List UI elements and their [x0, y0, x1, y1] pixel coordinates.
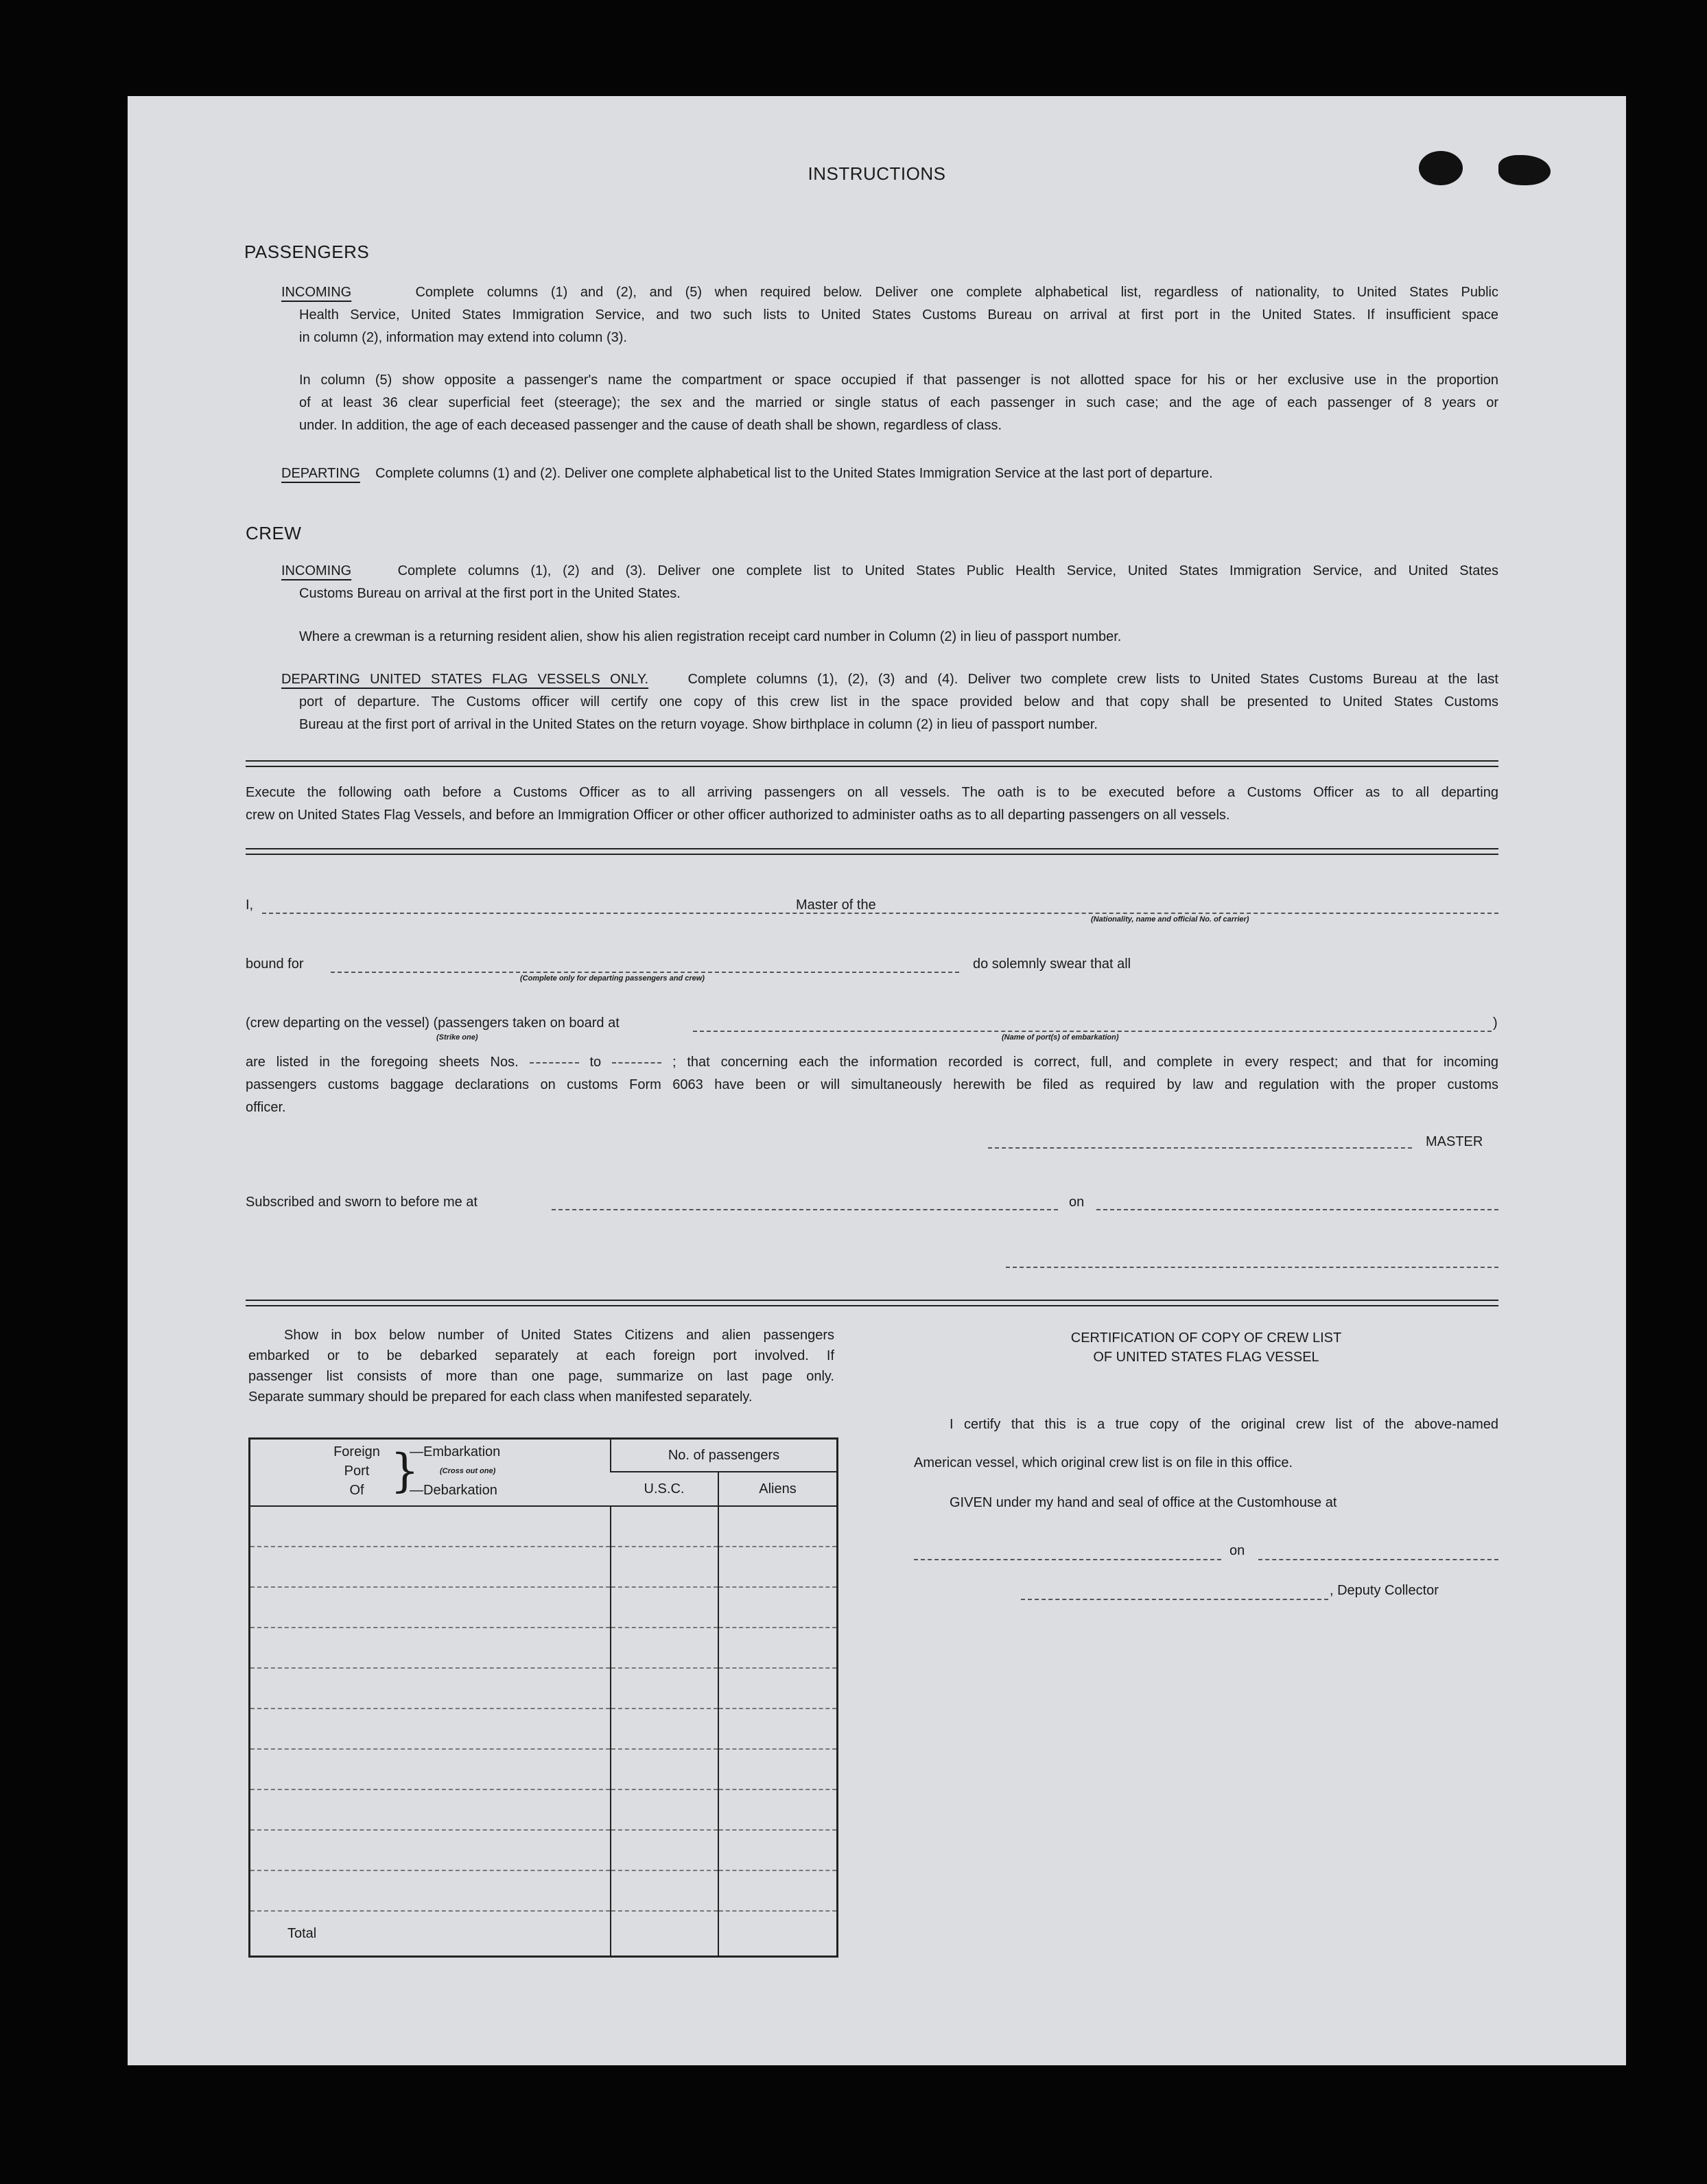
sworn-on-label: on	[1069, 1195, 1085, 1210]
crew-incoming-label: INCOMING	[281, 563, 352, 578]
officer-signature-field[interactable]	[1006, 1267, 1498, 1268]
total-usc-cell[interactable]	[611, 1911, 718, 1957]
double-rule	[246, 848, 1498, 855]
crew-departing-label-text: (crew departing on the vessel) (passengers taken on board at	[246, 1015, 620, 1031]
customhouse-field[interactable]	[914, 1559, 1221, 1560]
crew-departing-line2: port of departure. The Customs officer will certify one copy of this crew list in the space provided below and that copy shall be presented to United States Customs	[299, 694, 1498, 709]
bound-for-field[interactable]	[331, 972, 959, 973]
form-page	[128, 96, 1626, 2065]
subscribed-label: Subscribed and sworn to before me at	[246, 1195, 478, 1210]
cross-out-note: (Cross out one)	[440, 1467, 496, 1475]
passengers-departing-text: Complete columns (1) and (2). Deliver one complete alphabetical list to the United States Immigration Service at the last port of departure.	[375, 466, 1213, 481]
table-row	[250, 1749, 838, 1789]
passenger-summary-table	[248, 1437, 838, 1958]
passengers-incoming-text: Complete columns (1) and (2), and (5) when required below. Deliver one complete alphabetical list, regardless of nationality, to United States Public	[415, 285, 1498, 300]
certification-title-line2: OF UNITED STATES FLAG VESSEL	[1093, 1350, 1319, 1365]
sworn-at-field[interactable]	[552, 1209, 1058, 1210]
listed-line2: passengers customs baggage declarations on customs Form 6063 have been or will simultaneously herewith be filed as required by law and regulation with the proper customs	[246, 1077, 1498, 1092]
deputy-collector-signature-field[interactable]	[1021, 1599, 1328, 1600]
ports-field[interactable]	[693, 1031, 1492, 1032]
carrier-field[interactable]	[903, 913, 1498, 914]
summary-intro-line4: Separate summary should be prepared for each class when manifested separately.	[248, 1389, 753, 1405]
table-row	[250, 1668, 838, 1709]
table-row	[250, 1628, 838, 1668]
sheet-to-field[interactable]	[612, 1062, 661, 1064]
passengers-incoming-label: INCOMING	[281, 285, 352, 300]
total-aliens-cell[interactable]	[718, 1911, 838, 1957]
crew-resident-alien: Where a crewman is a returning resident alien, show his alien registration receipt card number in Column (2) in lieu of passport number.	[299, 629, 1122, 644]
passengers-column5-line3: under. In addition, the age of each deceased passenger and the cause of death shall be shown, regardless of class.	[299, 418, 1002, 433]
passengers-departing-label: DEPARTING	[281, 466, 360, 481]
double-rule	[246, 760, 1498, 767]
complete-only-note: (Complete only for departing passengers and crew)	[520, 974, 705, 983]
listed-line3: officer.	[246, 1100, 286, 1115]
crew-incoming-line1	[281, 560, 1498, 583]
table-row	[250, 1870, 838, 1911]
passengers-incoming-line1	[281, 281, 1498, 304]
bound-for-label: bound for	[246, 956, 304, 972]
passengers-incoming-line3: in column (2), information may extend into column (3).	[299, 330, 627, 345]
oath-i-label: I,	[246, 897, 254, 913]
table-row	[250, 1547, 838, 1587]
given-line: GIVEN under my hand and seal of office at the Customhouse at	[950, 1495, 1337, 1510]
embarkation-label: —Embarkation	[410, 1444, 501, 1459]
table-row	[250, 1789, 838, 1830]
close-paren: )	[1493, 1015, 1498, 1031]
crew-departing-label: DEPARTING UNITED STATES FLAG VESSELS ONLY.	[281, 672, 649, 687]
master-signature-field[interactable]	[988, 1147, 1412, 1149]
deputy-collector-label: , Deputy Collector	[1330, 1583, 1439, 1598]
strike-one-note: (Strike one)	[436, 1033, 478, 1042]
usc-header: U.S.C.	[611, 1472, 718, 1506]
cert-date-field[interactable]	[1258, 1559, 1498, 1560]
page-title: INSTRUCTIONS	[808, 163, 946, 184]
table-header-row	[250, 1439, 838, 1472]
oath-intro-line2: crew on United States Flag Vessels, and before an Immigration Officer or other officer authorized to administer oaths as to all departing passengers on all vessels.	[246, 808, 1230, 823]
port-header-cell	[250, 1439, 611, 1507]
summary-intro-line3: passenger list consists of more than one page, summarize on last page only.	[248, 1369, 834, 1384]
of-label: Of	[349, 1483, 364, 1498]
crew-departing-line3: Bureau at the first port of arrival in the United States on the return voyage. Show birthplace in column (2) in lieu of passport number.	[299, 717, 1098, 732]
sheet-from-field[interactable]	[530, 1062, 579, 1064]
no-of-passengers-header: No. of passengers	[611, 1439, 838, 1472]
passengers-incoming-line2: Health Service, United States Immigration Service, and two such lists to United States Customs Bureau on arrival at first port in the United States. If insufficient space	[299, 307, 1498, 322]
certification-title-line1: CERTIFICATION OF COPY OF CREW LIST	[1070, 1330, 1342, 1346]
oath-intro-line1: Execute the following oath before a Customs Officer as to all arriving passengers on all vessels. The oath is to be executed before a Customs Officer as to all departing	[246, 785, 1498, 800]
solemnly-swear-label: do solemnly swear that all	[973, 956, 1131, 972]
total-row	[250, 1911, 838, 1957]
passengers-heading: PASSENGERS	[244, 242, 370, 262]
master-label: MASTER	[1426, 1134, 1483, 1149]
master-of-the-label: Master of the	[796, 897, 876, 913]
crew-incoming-text: Complete columns (1), (2) and (3). Deliver one complete list to United States Public Health Service, United States Immigration Service, and United States	[397, 563, 1498, 578]
port-label: Port	[344, 1464, 370, 1479]
table-row	[250, 1830, 838, 1870]
crew-departing-text: Complete columns (1), (2), (3) and (4). Deliver two complete crew lists to United States Customs Bureau at the last	[687, 672, 1498, 687]
sworn-date-field[interactable]	[1096, 1209, 1498, 1210]
aliens-header: Aliens	[718, 1472, 838, 1506]
certify-line2: American vessel, which original crew list is on file in this office.	[914, 1455, 1293, 1470]
ports-note: (Name of port(s) of embarkation)	[1002, 1033, 1119, 1042]
summary-intro-line2: embarked or to be debarked separately at each foreign port involved. If	[248, 1348, 834, 1363]
passengers-departing	[281, 462, 1498, 485]
cert-on-label: on	[1229, 1543, 1245, 1558]
debarkation-label: —Debarkation	[410, 1483, 497, 1498]
crew-heading: CREW	[246, 523, 302, 543]
table-row	[250, 1709, 838, 1749]
certify-line1: I certify that this is a true copy of the original crew list of the above-named	[950, 1417, 1498, 1432]
nationality-note: (Nationality, name and official No. of carrier)	[1091, 915, 1249, 924]
table-row	[250, 1587, 838, 1628]
passengers-column5-line1: In column (5) show opposite a passenger's name the compartment or space occupied if that passenger is not allotted space for his or her exclusive use in the proportion	[299, 373, 1498, 388]
brace: }	[390, 1444, 419, 1497]
table-row	[250, 1506, 838, 1547]
listed-line1: are listed in the foregoing sheets Nos. to ; that concerning each the information recorded is correct, full, and complete in every respect; and that for incoming	[246, 1055, 1499, 1070]
passengers-column5-line2: of at least 36 clear superficial feet (steerage); the sex and the married or single status of each passenger in such case; and the age of each passenger of 8 years or	[299, 395, 1498, 410]
total-label: Total	[287, 1925, 317, 1941]
double-rule	[246, 1300, 1498, 1306]
summary-intro-line1: Show in box below number of United States Citizens and alien passengers	[284, 1328, 834, 1343]
crew-incoming-line2: Customs Bureau on arrival at the first port in the United States.	[299, 586, 681, 601]
foreign-label: Foreign	[333, 1444, 380, 1459]
crew-departing-line1	[281, 668, 1498, 691]
